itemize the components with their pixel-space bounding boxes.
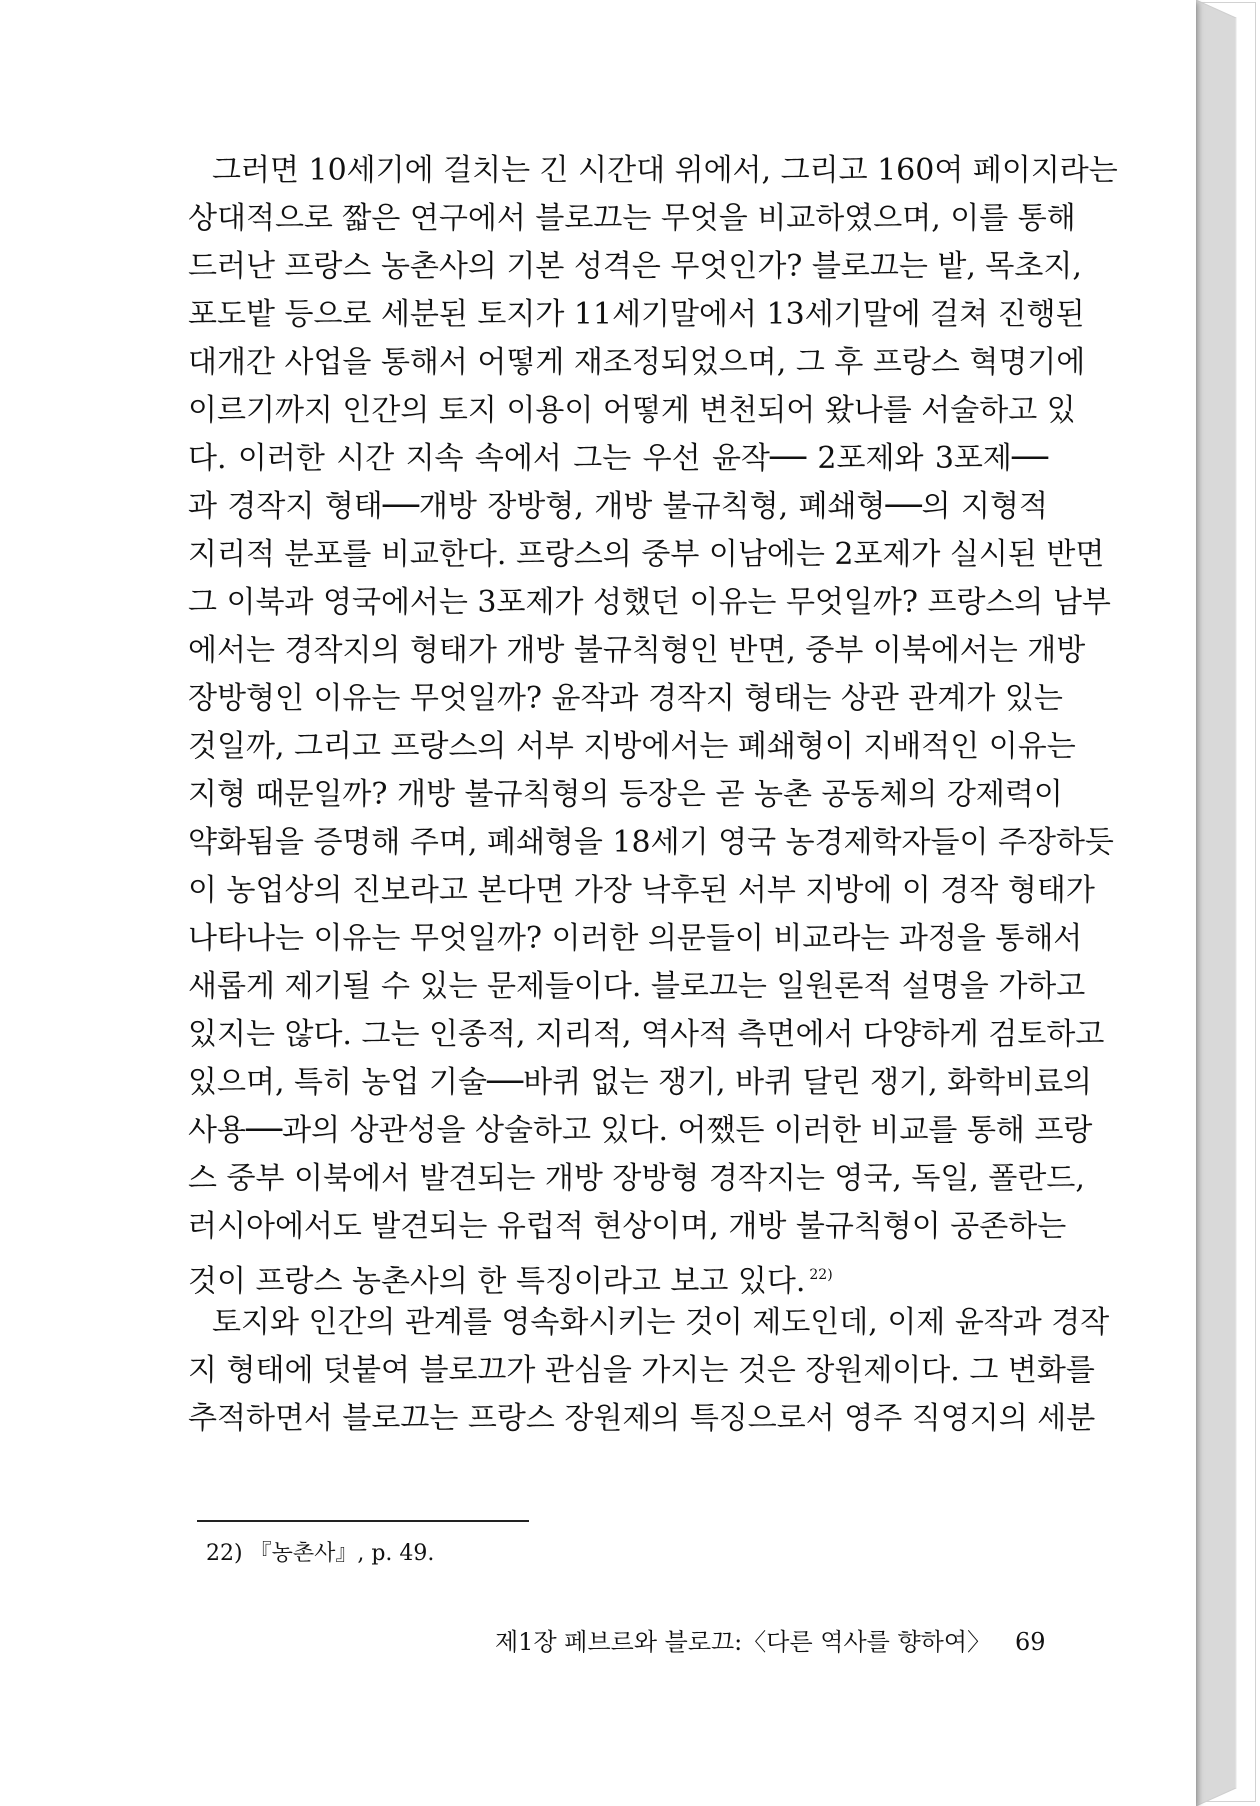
text-line: 그러면 10세기에 걸치는 긴 시간대 위에서, 그리고 160여 페이지라는 — [212, 153, 1118, 188]
text-line: 러시아에서도 발견되는 유럽적 현상이며, 개방 불규칙형이 공존하는 — [188, 1209, 1067, 1244]
text-line: 에서는 경작지의 형태가 개방 불규칙형인 반면, 중부 이북에서는 개방 — [188, 633, 1086, 668]
text-line-final — [188, 1251, 1048, 1299]
text-line: 스 중부 이북에서 발견되는 개방 장방형 경작지는 영국, 독일, 폴란드, — [188, 1161, 1085, 1196]
text-line: 것일까, 그리고 프랑스의 서부 지방에서는 폐쇄형이 지배적인 이유는 — [188, 729, 1076, 764]
text-line: 있지는 않다. 그는 인종적, 지리적, 역사적 측면에서 다양하게 검토하고 — [188, 1017, 1105, 1052]
text-line-content: 것이 프랑스 농촌사의 한 특징이라고 보고 있다. — [188, 1264, 806, 1299]
text-line: 다. 이러한 시간 지속 속에서 그는 우선 윤작── 2포제와 3포제── — [188, 441, 1048, 476]
text-line: 약화됨을 증명해 주며, 폐쇄형을 18세기 영국 농경제학자들이 주장하듯 — [188, 825, 1114, 860]
text-line: 포도밭 등으로 세분된 토지가 11세기말에서 13세기말에 걸쳐 진행된 — [188, 297, 1085, 332]
text-line: 새롭게 제기될 수 있는 문제들이다. 블로끄는 일원론적 설명을 가하고 — [188, 969, 1086, 1004]
text-line: 지리적 분포를 비교한다. 프랑스의 중부 이남에는 2포제가 실시된 반면 — [188, 537, 1105, 572]
text-line: 지 형태에 덧붙여 블로끄가 관심을 가지는 것은 장원제이다. 그 변화를 — [188, 1353, 1095, 1388]
text-line: 이 농업상의 진보라고 본다면 가장 낙후된 서부 지방에 이 경작 형태가 — [188, 873, 1095, 908]
text-line: 사용──과의 상관성을 상술하고 있다. 어쨌든 이러한 비교를 통해 프랑 — [188, 1113, 1093, 1148]
paragraph-2 — [188, 1299, 1110, 1443]
footnote-divider — [197, 1520, 529, 1522]
text-line: 대개간 사업을 통해서 어떻게 재조정되었으며, 그 후 프랑스 혁명기에 — [188, 345, 1086, 380]
footnote: 22) 『농촌사』, p. 49. — [206, 1541, 435, 1566]
text-line: 상대적으로 짧은 연구에서 블로끄는 무엇을 비교하였으며, 이를 통해 — [188, 201, 1076, 236]
text-line: 추적하면서 블로끄는 프랑스 장원제의 특징으로서 영주 직영지의 세분 — [188, 1401, 1096, 1436]
footnote-reference[interactable]: 22) — [809, 1267, 833, 1283]
text-line: 그 이북과 영국에서는 3포제가 성했던 이유는 무엇일까? 프랑스의 남부 — [188, 585, 1111, 620]
page-footer — [495, 1622, 1046, 1657]
text-line: 지형 때문일까? 개방 불규칙형의 등장은 곧 농촌 공동체의 강제력이 — [188, 777, 1063, 812]
text-line: 이르기까지 인간의 토지 이용이 어떻게 변천되어 왔나를 서술하고 있 — [188, 393, 1076, 428]
text-line: 과 경작지 형태──개방 장방형, 개방 불규칙형, 폐쇄형──의 지형적 — [188, 489, 1048, 524]
running-title: 제1장 페브르와 블로끄:〈다른 역사를 향하여〉 — [495, 1628, 991, 1656]
text-line: 토지와 인간의 관계를 영속화시키는 것이 제도인데, 이제 윤작과 경작 — [212, 1305, 1110, 1340]
page-number: 69 — [1015, 1628, 1046, 1656]
page-body — [188, 147, 1118, 1443]
text-line: 장방형인 이유는 무엇일까? 윤작과 경작지 형태는 상관 관계가 있는 — [188, 681, 1063, 716]
text-line: 드러난 프랑스 농촌사의 기본 성격은 무엇인가? 블로끄는 밭, 목초지, — [188, 249, 1082, 284]
text-line: 있으며, 특히 농업 기술──바퀴 없는 쟁기, 바퀴 달린 쟁기, 화학비료의 — [188, 1065, 1093, 1100]
text-line: 나타나는 이유는 무엇일까? 이러한 의문들이 비교라는 과정을 통해서 — [188, 921, 1083, 956]
paragraph-1 — [188, 147, 1118, 1299]
